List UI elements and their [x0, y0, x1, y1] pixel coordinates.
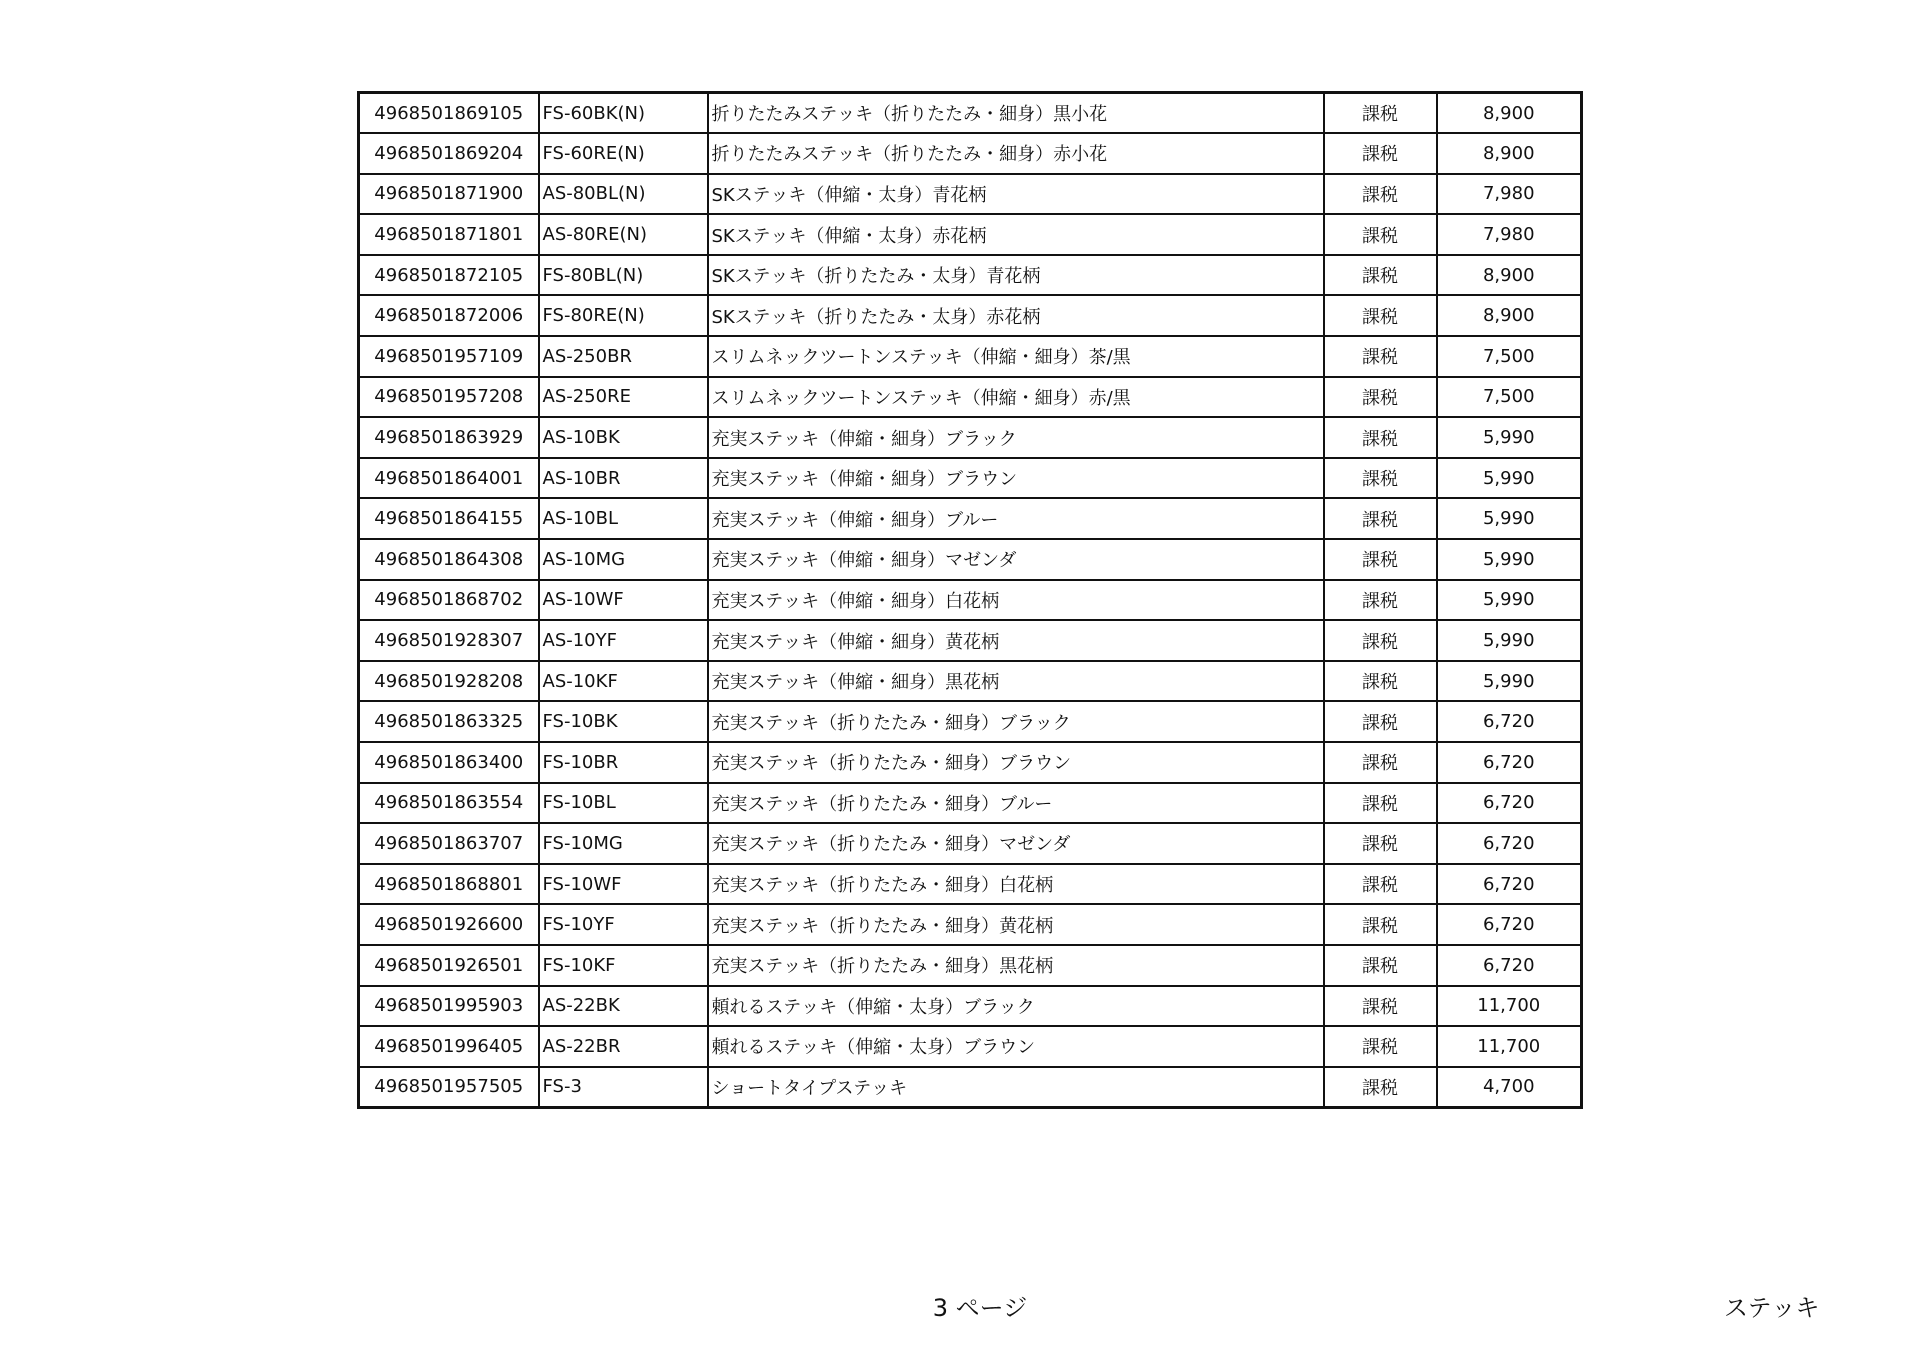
product-name-cell: 折りたたみステッキ（折りたたみ・細身）赤小花	[708, 133, 1324, 174]
price-cell: 6,720	[1437, 945, 1582, 986]
tax-status-cell: 課税	[1324, 336, 1437, 377]
model-number-cell: FS-60RE(N)	[539, 133, 708, 174]
table-row	[359, 174, 1582, 215]
jan-code-cell: 4968501957208	[359, 377, 539, 418]
table-row	[359, 783, 1582, 824]
price-cell: 5,990	[1437, 580, 1582, 621]
product-name-cell: SKステッキ（折りたたみ・太身）青花柄	[708, 255, 1324, 296]
tax-status-cell: 課税	[1324, 864, 1437, 905]
jan-code-cell: 4968501864308	[359, 539, 539, 580]
tax-status-cell: 課税	[1324, 823, 1437, 864]
product-name-cell: スリムネックツートンステッキ（伸縮・細身）赤/黒	[708, 377, 1324, 418]
jan-code-cell: 4968501863400	[359, 742, 539, 783]
price-cell: 7,980	[1437, 174, 1582, 215]
price-cell: 11,700	[1437, 986, 1582, 1027]
jan-code-cell: 4968501869105	[359, 93, 539, 134]
price-cell: 7,500	[1437, 336, 1582, 377]
jan-code-cell: 4968501863554	[359, 783, 539, 824]
tax-status-cell: 課税	[1324, 945, 1437, 986]
tax-status-cell: 課税	[1324, 904, 1437, 945]
price-cell: 5,990	[1437, 620, 1582, 661]
tax-status-cell: 課税	[1324, 214, 1437, 255]
table-row	[359, 214, 1582, 255]
model-number-cell: AS-80BL(N)	[539, 174, 708, 215]
jan-code-cell: 4968501872105	[359, 255, 539, 296]
tax-status-cell: 課税	[1324, 458, 1437, 499]
table-row	[359, 580, 1582, 621]
product-name-cell: 折りたたみステッキ（折りたたみ・細身）黒小花	[708, 93, 1324, 134]
table-row	[359, 1067, 1582, 1108]
price-cell: 5,990	[1437, 539, 1582, 580]
model-number-cell: AS-10WF	[539, 580, 708, 621]
price-cell: 6,720	[1437, 701, 1582, 742]
table-row	[359, 864, 1582, 905]
table-row	[359, 498, 1582, 539]
price-cell: 6,720	[1437, 904, 1582, 945]
jan-code-cell: 4968501928208	[359, 661, 539, 702]
jan-code-cell: 4968501928307	[359, 620, 539, 661]
jan-code-cell: 4968501926501	[359, 945, 539, 986]
jan-code-cell: 4968501871801	[359, 214, 539, 255]
model-number-cell: FS-60BK(N)	[539, 93, 708, 134]
price-cell: 5,990	[1437, 458, 1582, 499]
table-row	[359, 93, 1582, 134]
jan-code-cell: 4968501869204	[359, 133, 539, 174]
jan-code-cell: 4968501926600	[359, 904, 539, 945]
product-name-cell: 頼れるステッキ（伸縮・太身）ブラウン	[708, 1026, 1324, 1067]
jan-code-cell: 4968501868702	[359, 580, 539, 621]
table-row	[359, 945, 1582, 986]
price-cell: 6,720	[1437, 864, 1582, 905]
table-row	[359, 661, 1582, 702]
table-row	[359, 133, 1582, 174]
tax-status-cell: 課税	[1324, 1067, 1437, 1108]
tax-status-cell: 課税	[1324, 620, 1437, 661]
price-cell: 8,900	[1437, 255, 1582, 296]
jan-code-cell: 4968501957109	[359, 336, 539, 377]
model-number-cell: AS-10BR	[539, 458, 708, 499]
product-name-cell: 充実ステッキ（伸縮・細身）白花柄	[708, 580, 1324, 621]
product-name-cell: 充実ステッキ（伸縮・細身）ブラック	[708, 417, 1324, 458]
price-cell: 6,720	[1437, 742, 1582, 783]
product-table	[357, 91, 1583, 1109]
model-number-cell: FS-80RE(N)	[539, 295, 708, 336]
jan-code-cell: 4968501863325	[359, 701, 539, 742]
table-row	[359, 1026, 1582, 1067]
product-name-cell: SKステッキ（折りたたみ・太身）赤花柄	[708, 295, 1324, 336]
model-number-cell: FS-10WF	[539, 864, 708, 905]
price-cell: 8,900	[1437, 93, 1582, 134]
tax-status-cell: 課税	[1324, 93, 1437, 134]
tax-status-cell: 課税	[1324, 255, 1437, 296]
model-number-cell: AS-22BK	[539, 986, 708, 1027]
tax-status-cell: 課税	[1324, 498, 1437, 539]
model-number-cell: AS-22BR	[539, 1026, 708, 1067]
tax-status-cell: 課税	[1324, 539, 1437, 580]
table-row	[359, 336, 1582, 377]
tax-status-cell: 課税	[1324, 174, 1437, 215]
product-name-cell: 充実ステッキ（伸縮・細身）黄花柄	[708, 620, 1324, 661]
model-number-cell: FS-10BK	[539, 701, 708, 742]
tax-status-cell: 課税	[1324, 580, 1437, 621]
model-number-cell: AS-10KF	[539, 661, 708, 702]
category-label: ステッキ	[1724, 1294, 1820, 1322]
tax-status-cell: 課税	[1324, 377, 1437, 418]
jan-code-cell: 4968501864001	[359, 458, 539, 499]
model-number-cell: FS-10BL	[539, 783, 708, 824]
model-number-cell: AS-80RE(N)	[539, 214, 708, 255]
model-number-cell: FS-10BR	[539, 742, 708, 783]
model-number-cell: FS-10YF	[539, 904, 708, 945]
table-row	[359, 620, 1582, 661]
product-name-cell: 充実ステッキ（折りたたみ・細身）ブラック	[708, 701, 1324, 742]
jan-code-cell: 4968501863929	[359, 417, 539, 458]
product-name-cell: 充実ステッキ（折りたたみ・細身）ブルー	[708, 783, 1324, 824]
product-name-cell: 充実ステッキ（折りたたみ・細身）黄花柄	[708, 904, 1324, 945]
product-name-cell: 充実ステッキ（伸縮・細身）黒花柄	[708, 661, 1324, 702]
product-name-cell: 充実ステッキ（伸縮・細身）ブラウン	[708, 458, 1324, 499]
model-number-cell: FS-10MG	[539, 823, 708, 864]
tax-status-cell: 課税	[1324, 742, 1437, 783]
table-row	[359, 377, 1582, 418]
jan-code-cell: 4968501872006	[359, 295, 539, 336]
product-name-cell: 頼れるステッキ（伸縮・太身）ブラック	[708, 986, 1324, 1027]
model-number-cell: AS-10YF	[539, 620, 708, 661]
price-cell: 8,900	[1437, 133, 1582, 174]
model-number-cell: AS-10BL	[539, 498, 708, 539]
jan-code-cell: 4968501957505	[359, 1067, 539, 1108]
product-name-cell: SKステッキ（伸縮・太身）赤花柄	[708, 214, 1324, 255]
price-cell: 6,720	[1437, 783, 1582, 824]
model-number-cell: FS-10KF	[539, 945, 708, 986]
tax-status-cell: 課税	[1324, 661, 1437, 702]
model-number-cell: AS-10MG	[539, 539, 708, 580]
tax-status-cell: 課税	[1324, 1026, 1437, 1067]
price-cell: 4,700	[1437, 1067, 1582, 1108]
model-number-cell: AS-250BR	[539, 336, 708, 377]
table-row	[359, 255, 1582, 296]
tax-status-cell: 課税	[1324, 986, 1437, 1027]
table-row	[359, 539, 1582, 580]
jan-code-cell: 4968501871900	[359, 174, 539, 215]
product-name-cell: ショートタイプステッキ	[708, 1067, 1324, 1108]
price-cell: 5,990	[1437, 498, 1582, 539]
jan-code-cell: 4968501863707	[359, 823, 539, 864]
jan-code-cell: 4968501996405	[359, 1026, 539, 1067]
price-cell: 7,500	[1437, 377, 1582, 418]
table-row	[359, 742, 1582, 783]
tax-status-cell: 課税	[1324, 295, 1437, 336]
price-cell: 5,990	[1437, 417, 1582, 458]
price-cell: 5,990	[1437, 661, 1582, 702]
product-name-cell: 充実ステッキ（折りたたみ・細身）ブラウン	[708, 742, 1324, 783]
table-row	[359, 986, 1582, 1027]
product-name-cell: 充実ステッキ（伸縮・細身）マゼンダ	[708, 539, 1324, 580]
product-name-cell: スリムネックツートンステッキ（伸縮・細身）茶/黒	[708, 336, 1324, 377]
price-cell: 7,980	[1437, 214, 1582, 255]
product-name-cell: 充実ステッキ（折りたたみ・細身）白花柄	[708, 864, 1324, 905]
model-number-cell: FS-3	[539, 1067, 708, 1108]
product-name-cell: 充実ステッキ（折りたたみ・細身）マゼンダ	[708, 823, 1324, 864]
table-row	[359, 904, 1582, 945]
tax-status-cell: 課税	[1324, 417, 1437, 458]
tax-status-cell: 課税	[1324, 133, 1437, 174]
product-table-body	[359, 93, 1582, 1108]
table-row	[359, 701, 1582, 742]
tax-status-cell: 課税	[1324, 701, 1437, 742]
table-row	[359, 417, 1582, 458]
price-cell: 6,720	[1437, 823, 1582, 864]
price-cell: 8,900	[1437, 295, 1582, 336]
model-number-cell: AS-250RE	[539, 377, 708, 418]
table-row	[359, 295, 1582, 336]
model-number-cell: AS-10BK	[539, 417, 708, 458]
page-number: 3 ページ	[932, 1294, 1028, 1322]
product-name-cell: SKステッキ（伸縮・太身）青花柄	[708, 174, 1324, 215]
tax-status-cell: 課税	[1324, 783, 1437, 824]
product-name-cell: 充実ステッキ（伸縮・細身）ブルー	[708, 498, 1324, 539]
jan-code-cell: 4968501995903	[359, 986, 539, 1027]
price-cell: 11,700	[1437, 1026, 1582, 1067]
table-row	[359, 823, 1582, 864]
product-name-cell: 充実ステッキ（折りたたみ・細身）黒花柄	[708, 945, 1324, 986]
jan-code-cell: 4968501864155	[359, 498, 539, 539]
jan-code-cell: 4968501868801	[359, 864, 539, 905]
table-row	[359, 458, 1582, 499]
model-number-cell: FS-80BL(N)	[539, 255, 708, 296]
